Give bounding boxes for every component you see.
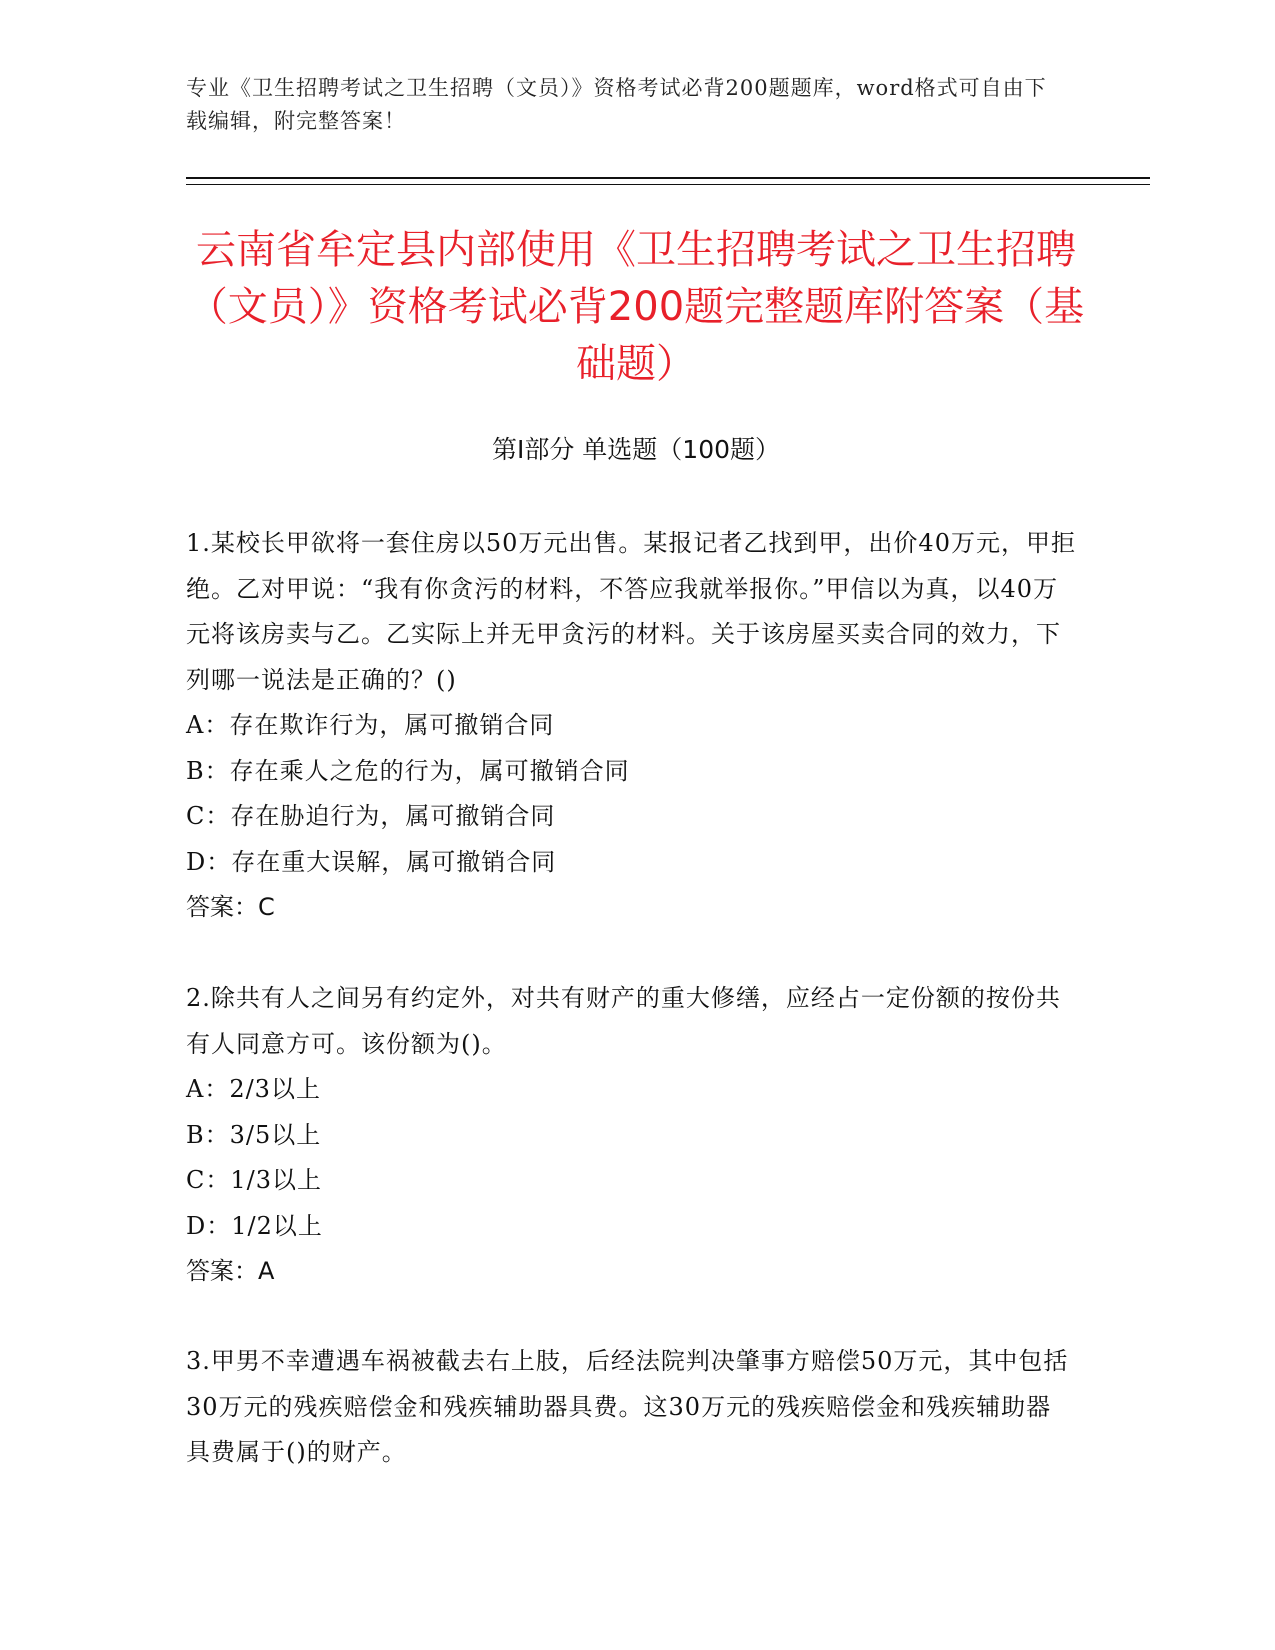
- header-note: 专业《卫生招聘考试之卫生招聘（文员）》资格考试必背200题题库，word格式可自由下载编辑，附完整答案！: [186, 76, 1047, 133]
- option-c: C：存在胁迫行为，属可撤销合同: [186, 802, 556, 830]
- option-c: C：1/3以上: [186, 1166, 322, 1194]
- question-stem: 1.某校长甲欲将一套住房以50万元出售。某报记者乙找到甲，出价40万元，甲拒绝。乙对甲说：“我有你贪污的材料，不答应我就举报你。”甲信以为真，以40万元将该房卖与乙。乙实际上并无甲贪污的材料。关于该房屋买卖合同的效力，下列哪一说法是正确的？(): [186, 529, 1076, 694]
- question-stem: 3.甲男不幸遭遇车祸被截去右上肢，后经法院判决肇事方赔偿50万元，其中包括30万元的残疾赔偿金和残疾辅助器具费。这30万元的残疾赔偿金和残疾辅助器具费属于()的财产。: [186, 1347, 1069, 1466]
- question-1: [186, 521, 1076, 931]
- option-b: B：3/5以上: [186, 1120, 322, 1149]
- option-a: A：2/3以上: [186, 1075, 321, 1103]
- option-d: D：存在重大误解，属可撤销合同: [186, 847, 557, 876]
- answer: 答案：C: [186, 893, 275, 921]
- header-divider: [186, 177, 1150, 179]
- question-2: [186, 976, 1076, 1295]
- header-divider-thin: [186, 184, 1150, 185]
- option-d: D：1/2以上: [186, 1211, 323, 1240]
- document-title: 云南省牟定县内部使用《卫生招聘考试之卫生招聘（文员）》资格考试必背200题完整题库附答案（基础题）: [187, 227, 1085, 387]
- option-a: A：存在欺诈行为，属可撤销合同: [186, 711, 555, 739]
- question-stem: 2.除共有人之间另有约定外，对共有财产的重大修缮，应经占一定份额的按份共有人同意方可。该份额为()。: [186, 984, 1061, 1058]
- answer: 答案：A: [186, 1257, 275, 1285]
- option-b: B：存在乘人之危的行为，属可撤销合同: [186, 756, 630, 785]
- question-3: [186, 1339, 1076, 1476]
- section-title: 第Ⅰ部分 单选题（100题）: [491, 435, 781, 464]
